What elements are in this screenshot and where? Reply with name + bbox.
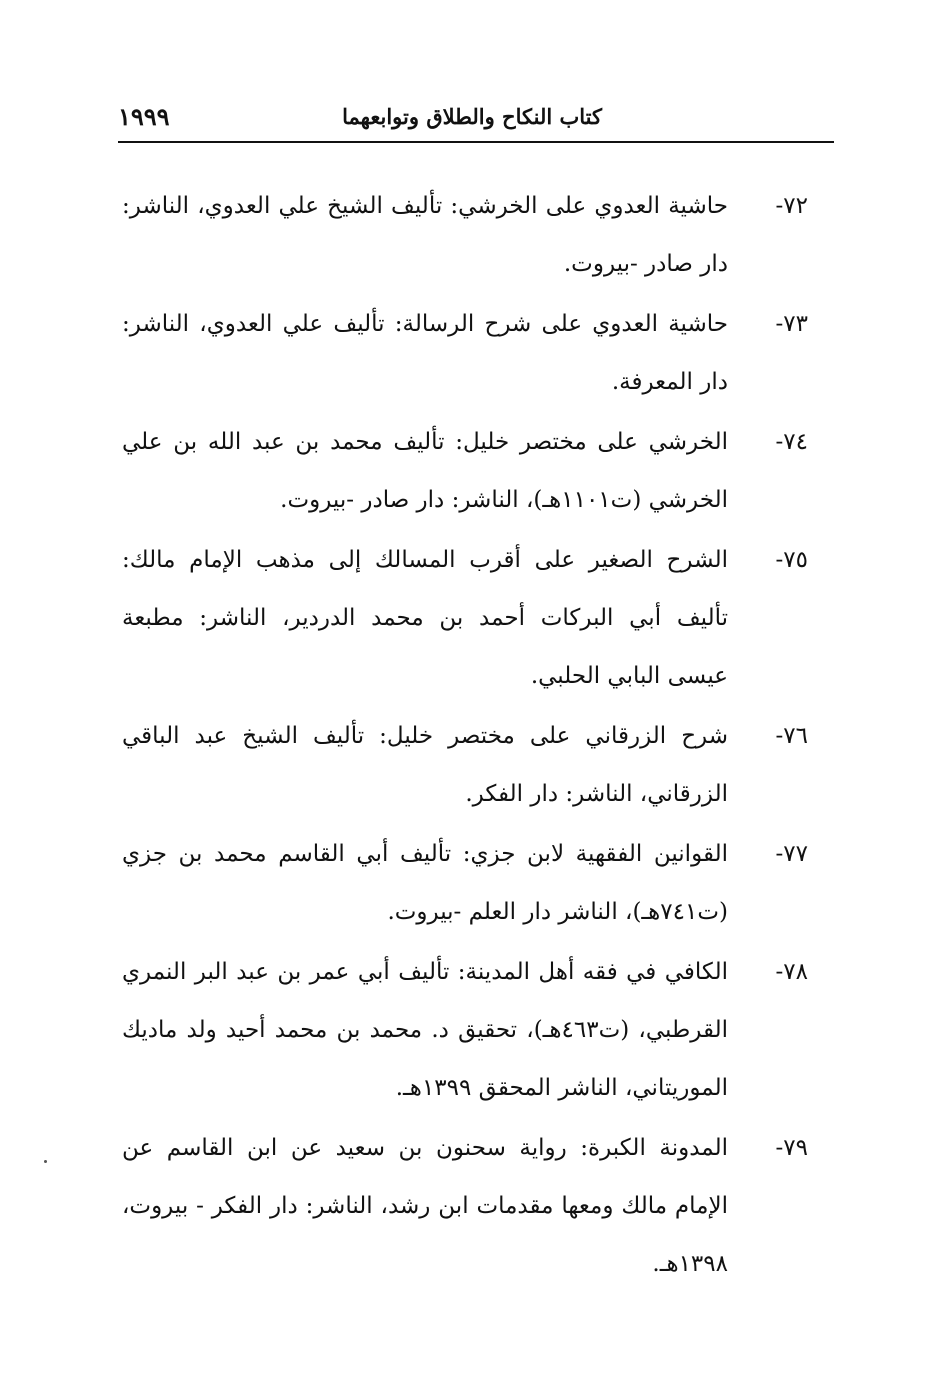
bibliography-entry bbox=[118, 295, 808, 411]
entry-text: الكافي في فقه أهل المدينة: تأليف أبي عمر بن عبد البر النمري القرطبي، (ت٤٦٣هـ)، تحقيق د. محمد بن محمد أحيد ولد ماديك الموريتاني، الناشر المحقق ١٣٩٩هـ. bbox=[122, 959, 728, 1101]
entry-number: ٧٦- bbox=[775, 723, 808, 749]
running-title: كتاب النكاح والطلاق وتوابعهما bbox=[342, 103, 602, 129]
entry-text: شرح الزرقاني على مختصر خليل: تأليف الشيخ عبد الباقي الزرقاني، الناشر: دار الفكر. bbox=[122, 723, 728, 807]
scan-speck bbox=[44, 1160, 47, 1163]
entry-text: حاشية العدوي على شرح الرسالة: تأليف علي العدوي، الناشر: دار المعرفة. bbox=[122, 311, 728, 395]
page-header bbox=[118, 96, 834, 136]
bibliography-entry bbox=[118, 1119, 808, 1293]
entry-number: ٧٨- bbox=[775, 959, 808, 985]
bibliography-entry bbox=[118, 413, 808, 529]
entry-number: ٧٧- bbox=[775, 841, 808, 867]
bibliography-entry bbox=[118, 177, 808, 293]
entry-text: الشرح الصغير على أقرب المسالك إلى مذهب الإمام مالك: تأليف أبي البركات أحمد بن محمد الدردير، الناشر: مطبعة عيسى البابي الحلبي. bbox=[122, 547, 728, 689]
bibliography-entry bbox=[118, 825, 808, 941]
entry-text: الخرشي على مختصر خليل: تأليف محمد بن عبد الله بن علي الخرشي (ت١١٠١هـ)، الناشر: دار صادر -بيروت. bbox=[122, 429, 728, 513]
page-number: ١٩٩٩ bbox=[118, 101, 170, 131]
bibliography-entry bbox=[118, 943, 808, 1117]
entry-number: ٧٤- bbox=[775, 429, 808, 455]
bibliography-entry bbox=[118, 707, 808, 823]
entry-number: ٧٣- bbox=[775, 311, 808, 337]
entry-number: ٧٢- bbox=[775, 193, 808, 219]
header-divider bbox=[118, 141, 834, 143]
entry-number: ٧٩- bbox=[775, 1135, 808, 1161]
entry-number: ٧٥- bbox=[775, 547, 808, 573]
bibliography-list bbox=[118, 177, 808, 1295]
entry-text: المدونة الكبرة: رواية سحنون بن سعيد عن ابن القاسم عن الإمام مالك ومعها مقدمات ابن رشد، الناشر: دار الفكر - بيروت، ١٣٩٨هـ. bbox=[122, 1135, 728, 1277]
entry-text: القوانين الفقهية لابن جزي: تأليف أبي القاسم محمد بن جزي (ت٧٤١هـ)، الناشر دار العلم -بيروت. bbox=[122, 841, 728, 925]
bibliography-entry bbox=[118, 531, 808, 705]
entry-text: حاشية العدوي على الخرشي: تأليف الشيخ علي العدوي، الناشر: دار صادر -بيروت. bbox=[122, 193, 728, 277]
